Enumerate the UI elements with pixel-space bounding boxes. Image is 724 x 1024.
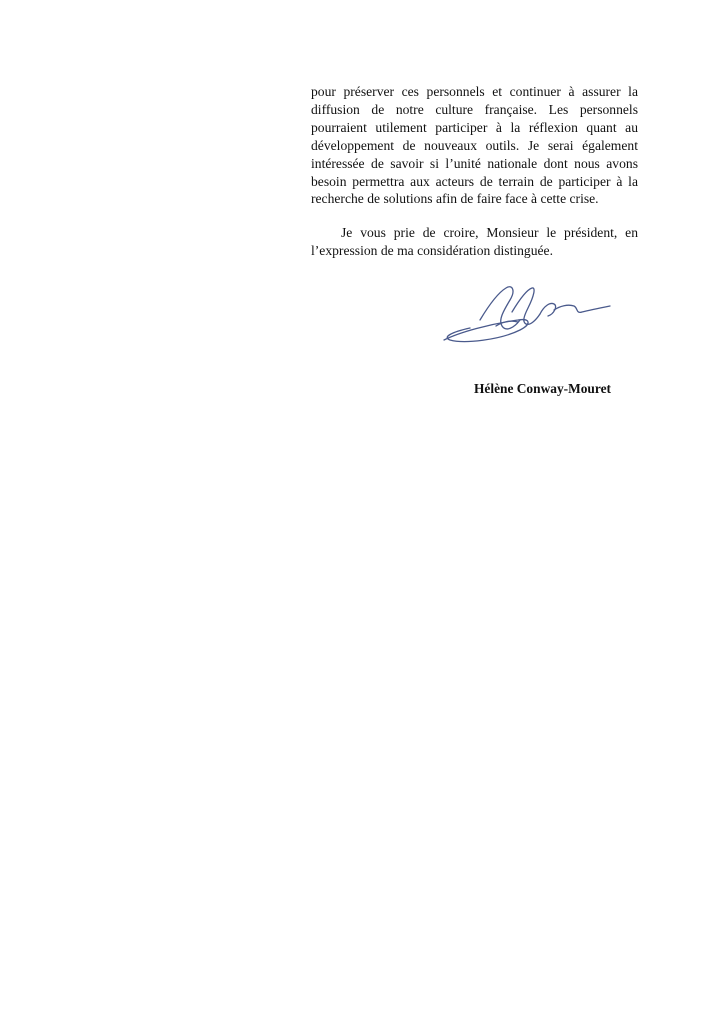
text-line: besoin permettra aux acteurs de terrain de participer à la [311, 173, 638, 189]
text-line: intéressée de savoir si l’unité nationale dont nous avons [311, 155, 638, 171]
text-line: l’expression de ma considération distinguée. [311, 243, 553, 259]
text-line: Je vous prie de croire, Monsieur le président, en [341, 225, 638, 241]
text-line: diffusion de notre culture française. Les personnels [311, 101, 638, 117]
text-line: pourraient utilement participer à la réflexion quant au [311, 119, 638, 135]
text-line: pour préserver ces personnels et continuer à assurer la [311, 84, 638, 99]
paragraph-spacer [311, 208, 638, 224]
text-line: développement de nouveaux outils. Je serai également [311, 137, 638, 153]
text-line: recherche de solutions afin de faire face à cette crise. [311, 191, 599, 207]
letter-body [311, 83, 638, 260]
closing-paragraph [311, 224, 638, 260]
handwritten-signature [440, 280, 618, 346]
body-paragraph [311, 83, 638, 208]
signatory-name: Hélène Conway-Mouret [474, 381, 611, 396]
